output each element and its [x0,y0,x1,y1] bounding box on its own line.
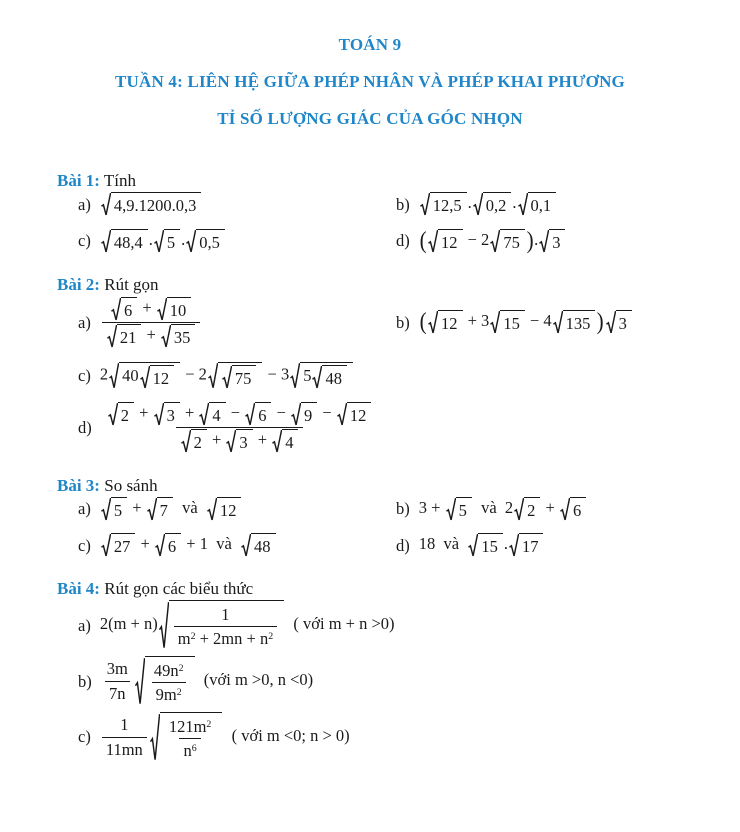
fraction [165,715,216,763]
square-root [222,365,257,389]
problem-heading [57,171,136,190]
radicand [169,600,284,651]
radicand: 10 [167,297,192,321]
problem-title: Tính [99,171,137,191]
document-header [0,0,740,130]
item-key: a) [78,194,91,214]
math-expression: 18 và 15 . 17 [419,533,545,557]
square-root [428,229,463,253]
radical-sign-icon [222,365,232,389]
square-root [241,533,276,557]
square-root [157,297,192,321]
square-root [226,429,252,453]
square-root [181,429,207,453]
item-key: c) [78,535,91,555]
radical-sign-icon [101,229,111,253]
square-root [208,362,263,389]
item-key: d) [78,418,92,438]
radicand: 12 [438,229,463,253]
fraction-numerator: 3m [106,659,128,679]
radicand: 0,1 [528,192,557,216]
exponent: 6 [191,743,197,755]
radicand: 15 [500,310,525,334]
exponent: 2 [176,687,182,699]
radicand: 3 [164,402,180,426]
fraction-denominator: $9m^2$ [152,682,186,706]
radicand: 135 [563,310,596,334]
square-root [186,229,225,253]
problem-label: Bài 4: [57,578,100,598]
radicand: 3 [549,229,565,253]
item-key: c) [78,727,91,747]
problem-row [57,497,722,521]
problem-item [78,362,722,389]
square-root [553,310,596,334]
fraction-denominator: 2 + 3 + 4 [176,427,304,454]
radicand: 48,4 [111,229,148,253]
square-root [420,192,467,216]
radical-sign-icon [154,229,164,253]
radical-sign-icon [245,402,255,426]
radical-sign-icon [446,497,456,521]
problem-item [78,497,396,521]
exponent: 2 [178,662,184,674]
radical-sign-icon [109,362,119,389]
math-expression: 48,4 . 5 . 0,5 [100,229,226,253]
square-root [108,402,134,426]
left-paren: ( [419,308,427,336]
radicand: 48 [251,533,276,557]
radical-sign-icon [147,497,157,521]
square-root [101,192,202,216]
square-root [473,192,512,216]
problem-row [57,600,722,651]
problem-item [78,229,396,253]
fraction [102,296,201,350]
exponent: 2 [190,631,196,643]
fraction-numerator: $121m^2$ [168,716,212,736]
square-root [101,533,136,557]
math-expression: $\frac{3m}{7n}$ $\frac{49n^2}{9m^2}$ (với m >0, n <0) [101,656,313,707]
fraction-denominator: 7n [105,681,130,705]
square-root [199,402,225,426]
radical-sign-icon [157,297,167,321]
radicand: 12 [150,365,175,389]
square-root [159,600,284,651]
radical-sign-icon [560,497,570,521]
radicand: 15 [478,533,503,557]
square-root [154,229,180,253]
problem-label: Bài 1: [57,171,100,191]
problem-row [57,401,722,455]
problems-list [0,170,740,762]
square-root [101,229,148,253]
fraction-numerator: 2 + 3 + 4 − 6 − 9 − 12 [103,401,377,427]
math-expression: $\frac{1}{11mn}$ $\frac{121m^2}{n^6}$ ( với m <0; n > 0) [100,712,350,763]
radical-sign-icon [490,229,500,253]
radical-sign-icon [428,310,438,334]
fraction-denominator: $m^2 + 2mn + n^2$ [174,626,277,650]
radicand: 17 [519,533,544,557]
problem-heading [57,275,159,294]
radicand: 4,9.1200.0,3 [111,192,202,216]
fraction-numerator: $49n^2$ [153,660,184,680]
radical-sign-icon [181,429,191,453]
fraction [174,603,277,651]
radicand: 3 [616,310,632,334]
problem-title: Rút gọn các biểu thức [99,578,254,598]
radicand: 6 [255,402,271,426]
problem-row [57,533,722,557]
radicand: 21 [117,324,142,348]
problem-section-bai-1 [57,170,722,253]
right-paren: ) [526,226,534,254]
square-root [272,429,298,453]
radical-sign-icon [539,229,549,253]
square-root [101,497,127,521]
math-expression [100,192,203,216]
problem-item [78,192,396,216]
fraction [150,659,188,707]
square-root [428,310,463,334]
radicand: 12,5 [430,192,467,216]
radical-sign-icon [312,365,322,389]
item-key: c) [78,365,91,385]
square-root [147,497,173,521]
math-expression [419,310,633,335]
fraction-denominator: 11mn [102,737,147,761]
square-root [161,324,196,348]
radical-sign-icon [186,229,196,253]
math-expression: 12,5 . 0,2 . 0,1 [419,192,557,216]
item-key: b) [396,194,410,214]
exponent: 2 [268,631,274,643]
radicand [218,362,263,389]
problem-heading [57,476,158,495]
left-paren: ( [419,226,427,254]
problem-item [78,533,396,557]
fraction [103,401,377,455]
problem-item [396,497,722,521]
radicand: 75 [232,365,257,389]
radicand: 12 [347,402,372,426]
exponent: 2 [206,718,212,730]
item-key: b) [396,499,410,519]
item-key: a) [78,615,91,635]
radical-sign-icon [468,533,478,557]
problem-label: Bài 3: [57,475,100,495]
radical-sign-icon [518,192,528,216]
radicand: 6 [165,533,181,557]
radicand: 12 [438,310,463,334]
fraction-denominator: 21 + 35 [102,322,201,349]
square-root [207,497,242,521]
radicand: 27 [111,533,136,557]
problem-section-bai-4 [57,578,722,763]
square-root [606,310,632,334]
radical-sign-icon [159,600,169,651]
radical-sign-icon [226,429,236,453]
radical-sign-icon [337,402,347,426]
radicand: 6 [570,497,586,521]
title-subject: TOÁN 9 [338,35,402,54]
square-root [135,656,195,707]
radical-sign-icon [207,497,217,521]
problem-heading [57,579,253,598]
title-subtopic: TỈ SỐ LƯỢNG GIÁC CỦA GÓC NHỌN [217,109,523,129]
radical-sign-icon [155,533,165,557]
problem-title: Rút gọn [99,274,159,294]
radical-sign-icon [154,402,164,426]
paren-content: 12 − 2 75 [427,229,526,253]
radical-sign-icon [428,229,438,253]
radical-sign-icon [553,310,563,334]
item-key: a) [78,312,91,332]
item-key: b) [78,671,92,691]
square-root [140,365,175,389]
radicand: 4 [282,429,298,453]
radical-sign-icon [514,497,524,521]
math-expression: 2(m + n) $\frac{1}{m^2 + 2mn + n^2}$ ( với m + n >0) [100,600,395,651]
square-root [560,497,586,521]
problem-item [78,401,722,455]
problem-item [78,656,722,707]
problem-item [396,310,722,335]
radical-sign-icon [420,192,430,216]
problem-item [396,226,722,254]
radicand: 35 [171,324,196,348]
math-expression [101,401,379,455]
radicand: 40 12 [119,362,180,389]
square-root [518,192,557,216]
square-root [154,402,180,426]
radicand: 5 [456,497,472,521]
radicand: 4 [209,402,225,426]
radical-sign-icon [161,324,171,348]
radicand: 5 [111,497,127,521]
problem-item [78,712,722,763]
radical-sign-icon [290,362,300,389]
square-root [490,229,525,253]
square-root [446,497,472,521]
radicand: 5 48 [300,362,353,389]
math-expression [100,296,203,350]
radical-sign-icon [140,365,150,389]
problem-item [396,533,722,557]
radicand: 7 [157,497,173,521]
paren-group [419,226,534,254]
paren-group [419,310,605,335]
square-root [468,533,503,557]
radicand: 0,5 [196,229,225,253]
radicand: 12 [217,497,242,521]
math-expression: ( 12 − 2 75 ) . 3 [419,229,567,254]
right-paren: ) [596,308,605,336]
fraction [103,657,132,705]
radical-sign-icon [101,533,111,557]
radicand: 2 [191,429,207,453]
square-root [490,310,525,334]
math-expression: 5 + 7 và 12 [100,497,243,521]
fraction-numerator: 1 [221,604,230,624]
math-expression: 27 + 6 + 1 và 48 [100,533,277,557]
title-week-topic: TUẦN 4: LIÊN HỆ GIỮA PHÉP NHÂN VÀ PHÉP KHAI PHƯƠNG [115,72,625,92]
radicand: 5 [164,229,180,253]
fraction [102,713,147,761]
radical-sign-icon [150,712,160,763]
square-root [312,365,347,389]
item-key: d) [396,535,410,555]
radicand [145,656,195,707]
square-root [109,362,180,389]
item-key: d) [396,231,410,251]
fraction-denominator: $n^6$ [179,738,200,762]
radical-sign-icon [101,497,111,521]
radical-sign-icon [107,324,117,348]
problem-section-bai-3 [57,475,722,558]
problem-row [57,226,722,254]
radicand: 3 [236,429,252,453]
square-root [539,229,565,253]
square-root [337,402,372,426]
radical-sign-icon [291,402,301,426]
radical-sign-icon [509,533,519,557]
radicand: 48 [322,365,347,389]
radicand: 9 [301,402,317,426]
problem-row [57,296,722,350]
math-expression: 3 + 5 và 2 2 + 6 [419,497,587,521]
radical-sign-icon [272,429,282,453]
square-root [150,712,223,763]
problem-row [57,712,722,763]
problem-label: Bài 2: [57,274,100,294]
radical-sign-icon [101,192,111,216]
radical-sign-icon [606,310,616,334]
problem-row [57,192,722,216]
square-root [290,362,353,389]
square-root [155,533,181,557]
radical-sign-icon [208,362,218,389]
problem-row [57,362,722,389]
square-root [107,324,142,348]
problem-item [396,192,722,216]
radicand: 75 [500,229,525,253]
radical-sign-icon [111,297,121,321]
problem-item [78,296,396,350]
radicand: 0,2 [483,192,512,216]
radicand: 2 [118,402,134,426]
radical-sign-icon [241,533,251,557]
paren-content: 12 + 3 15 − 4 135 [427,310,596,334]
item-key: c) [78,231,91,251]
problem-item [78,600,722,651]
radical-sign-icon [490,310,500,334]
square-root [291,402,317,426]
problem-row [57,656,722,707]
radical-sign-icon [473,192,483,216]
square-root [509,533,544,557]
radical-sign-icon [135,656,145,707]
radicand: 6 [121,297,137,321]
radical-sign-icon [108,402,118,426]
math-expression: 2 40 12 − 2 75 − 3 5 48 [100,362,354,389]
radicand [160,712,223,763]
square-root [514,497,540,521]
item-key: b) [396,312,410,332]
item-key: a) [78,499,91,519]
fraction-numerator: 1 [120,715,129,735]
fraction-numerator: 6 + 10 [106,296,196,322]
problem-title: So sánh [99,475,158,495]
radical-sign-icon [199,402,209,426]
radicand: 2 [524,497,540,521]
problem-section-bai-2 [57,274,722,455]
square-root [245,402,271,426]
square-root [111,297,137,321]
